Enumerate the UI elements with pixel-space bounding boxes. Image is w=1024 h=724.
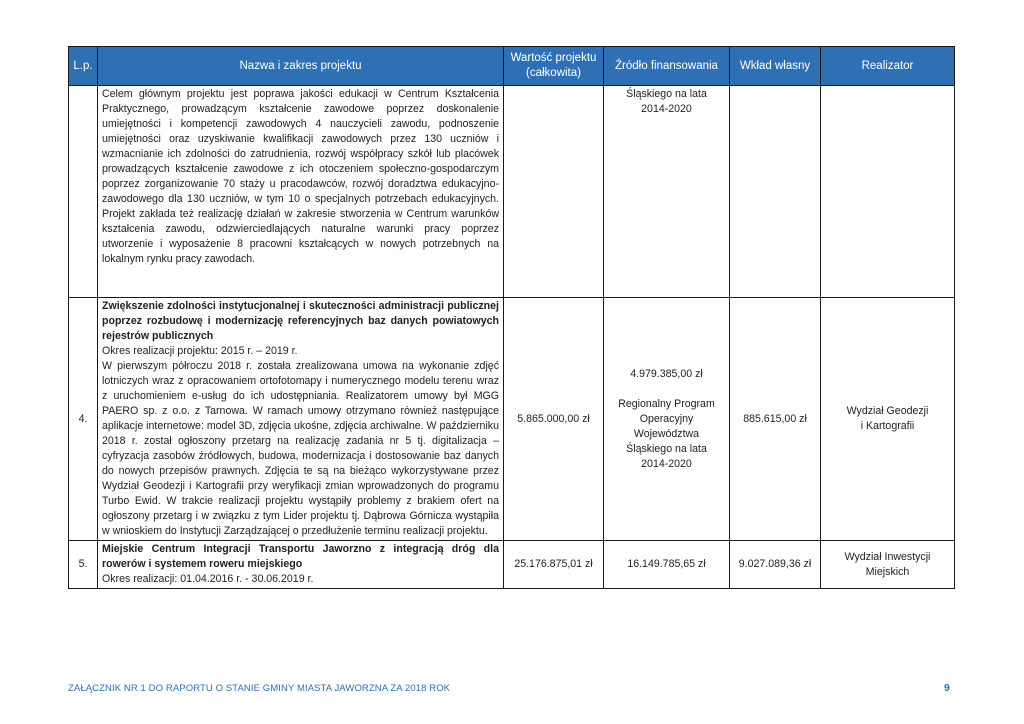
row5-period: Okres realizacji: 01.04.2016 r. - 30.06.2019 r. xyxy=(102,573,314,585)
row4-source-program-line: Regionalny Program xyxy=(618,397,715,410)
header-name: Nazwa i zakres projektu xyxy=(98,47,504,86)
row-cont-lp xyxy=(69,86,98,298)
row4-source-program-line: Śląskiego na lata xyxy=(626,442,707,455)
row5-name-cell xyxy=(98,541,504,589)
header-lp: L.p. xyxy=(69,47,98,86)
row4-realizer xyxy=(821,298,955,541)
row5-own: 9.027.089,36 zł xyxy=(730,541,821,589)
row5-lp: 5. xyxy=(69,541,98,589)
row5-realizer-line: Miejskich xyxy=(865,565,910,578)
row4-lp: 4. xyxy=(69,298,98,541)
row5-realizer-line: Wydział Inwestycji xyxy=(844,550,931,563)
row4-name-cell xyxy=(98,298,504,541)
page-number: 9 xyxy=(944,682,950,694)
row4-source-amount: 4.979.385,00 zł xyxy=(630,367,703,380)
row4-title: Zwiększenie zdolności instytucjonalnej i skuteczności administracji publicznej poprzez rozbudowę i modernizację referencyjnych baz danych powiatowych rejestrów publicznych xyxy=(102,300,499,342)
row-cont-source xyxy=(604,86,730,298)
table-row xyxy=(69,86,955,298)
row4-source xyxy=(604,298,730,541)
table-header-row xyxy=(69,47,955,86)
table-row xyxy=(69,298,955,541)
row4-source-program-line: 2014-2020 xyxy=(641,457,692,470)
row5-title: Miejskie Centrum Integracji Transportu Jaworzno z integracją dróg dla rowerów i systemem roweru miejskiego xyxy=(102,543,499,570)
header-realizer: Realizator xyxy=(821,47,955,86)
row4-period: Okres realizacji projektu: 2015 r. – 2019 r. xyxy=(102,345,298,357)
row-cont-description: Celem głównym projektu jest poprawa jakości edukacji w Centrum Kształcenia Praktycznego, prowadzącym kształcenie zawodowe poprzez doskonalenie umiejętności i kompetencji zawodowych 4 nauczycieli zawodu, podnoszenie umiejętności oraz uzyskiwanie kwalifikacji zawodowych przez 130 uczniów i wzmacnianie ich zdolności do zatrudnienia, rozwój współpracy szkół lub placówek prowadzących kształcenie zawodowe z ich otoczeniem społeczno-gospodarczym poprzez zorganizowanie 70 staży u pracodawców, rozwój doradztwa edukacyjno-zawodowego dla 130 uczniów, w tym 10 o specjalnych potrzebach edukacyjnych. Projekt zakłada też realizację działań w zakresie stworzenia w Centrum warunków kształcenia zawodu, odzwierciedlających naturalne warunki pracy poprzez utworzenie i wyposażenie 8 pracowni kształcących w nowych potrzebnych na lokalnym rynku pracy zawodach. xyxy=(98,86,504,298)
header-source: Źródło finansowania xyxy=(604,47,730,86)
header-own-contribution: Wkład własny xyxy=(730,47,821,86)
row4-value: 5.865.000,00 zł xyxy=(504,298,604,541)
projects-table xyxy=(68,46,955,589)
row-cont-value xyxy=(504,86,604,298)
row4-source-program-line: Województwa xyxy=(633,427,700,440)
row-cont-source-line2: 2014-2020 xyxy=(641,103,692,115)
table-row xyxy=(69,541,955,589)
row4-source-program-line: Operacyjny xyxy=(639,412,694,425)
row4-own: 885.615,00 zł xyxy=(730,298,821,541)
row5-source: 16.149.785,65 zł xyxy=(604,541,730,589)
row4-realizer-line: i Kartografii xyxy=(860,420,915,432)
row4-source-spacer xyxy=(608,382,725,397)
row4-description: W pierwszym półroczu 2018 r. została zrealizowana umowa na wykonanie zdjęć lotniczych wraz z opracowaniem ortofotomapy i numerycznego modelu terenu wraz z uruchomieniem e-usług do ich udostępniania. Realizatorem umowy był MGG PAERO sp. z o.o. z Tarnowa. W ramach umowy otrzymano również następujące aplikacje internetowe: model 3D, zdjęcia ukośne, zdjęcia archiwalne. W październiku 2018 r. został ogłoszony przetarg na realizację zadania nr 5 tj. digitalizacja – cyfryzacja zasobów źródłowych, budowa, modernizacja i dostosowanie baz danych do nowych przepisów prawnych. Zdjęcia te są na bieżąco wykorzystywane przez Wydział Geodezji i Kartografii przy weryfikacji zmian wprowadzonych do programu Turbo Ewid. W trakcie realizacji projektu wystąpiły problemy z brakiem ofert na ogłoszony przetarg i w związku z tym Lider projektu tj. Dąbrowa Górnicza wystąpiła w wnioskiem do Instytucji Zarządzającej o przedłużenie terminu realizacji projektu. xyxy=(102,360,499,537)
row4-realizer-line: Wydział Geodezji xyxy=(846,405,929,417)
footer-document-title: ZAŁĄCZNIK NR 1 DO RAPORTU O STANIE GMINY MIASTA JAWORZNA ZA 2018 ROK xyxy=(68,683,451,694)
row-cont-own xyxy=(730,86,821,298)
row-cont-source-line1: Śląskiego na lata xyxy=(626,88,707,100)
header-value: Wartość projektu (całkowita) xyxy=(504,47,604,86)
row-cont-realizer xyxy=(821,86,955,298)
row5-value: 25.176.875,01 zł xyxy=(504,541,604,589)
row5-realizer xyxy=(821,541,955,589)
